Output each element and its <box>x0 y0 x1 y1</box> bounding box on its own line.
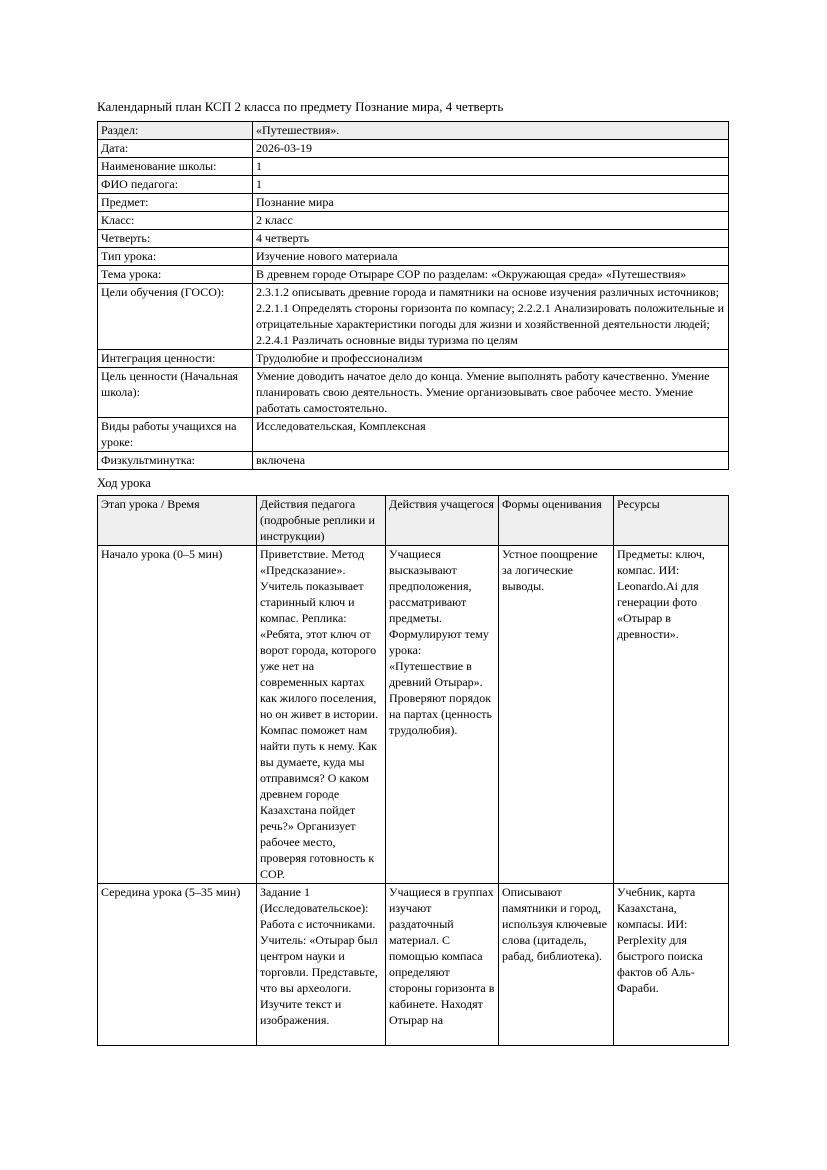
info-label: Класс: <box>98 212 253 230</box>
info-value: В древнем городе Отыраре СОР по разделам: «Окружающая среда» «Путешествия» <box>253 266 729 284</box>
lesson-row <box>98 884 729 1046</box>
info-label: Виды работы учащихся на уроке: <box>98 418 253 452</box>
info-row <box>98 350 729 368</box>
info-row <box>98 266 729 284</box>
col-header-teacher-actions: Действия педагога (подробные реплики и инструкции) <box>257 496 386 546</box>
info-row <box>98 368 729 418</box>
info-row <box>98 452 729 470</box>
info-label: Предмет: <box>98 194 253 212</box>
teacher-actions-cell-text: Задание 1 (Исследовательское): Работа с источниками. Учитель: «Отырар был центром науки и торговли. Представьте, что вы археологи. Изучите текст и изображения. <box>260 885 378 1027</box>
col-header-resources: Ресурсы <box>614 496 729 546</box>
assessment-cell-text: Описывают памятники и город, используя ключевые слова (цитадель, рабад, библиотека). <box>502 885 607 963</box>
info-value: Умение доводить начатое дело до конца. Умение выполнять работу качественно. Умение планировать свою деятельность. Умение организовывать свое рабочее место. Умение работать самостоятельно. <box>253 368 729 418</box>
section-heading: Ход урока <box>97 476 151 490</box>
info-label: Цели обучения (ГОСО): <box>98 284 253 350</box>
info-row <box>98 194 729 212</box>
student-actions-cell-text: Учащиеся высказывают предположения, рассматривают предметы. Формулируют тему урока: «Путешествие в древний Отырар». Проверяют порядок на партах (ценность трудолюбия). <box>389 547 492 737</box>
stage-cell-text: Начало урока (0–5 мин) <box>101 547 223 561</box>
document-body <box>97 99 728 1046</box>
info-row <box>98 212 729 230</box>
info-value: 2026-03-19 <box>253 140 729 158</box>
lesson-row <box>98 546 729 884</box>
stage-cell-text: Середина урока (5–35 мин) <box>101 885 241 899</box>
info-row <box>98 176 729 194</box>
assessment-cell <box>499 546 614 884</box>
lesson-table <box>97 495 729 1046</box>
info-label: Наименование школы: <box>98 158 253 176</box>
info-value: 4 четверть <box>253 230 729 248</box>
assessment-cell-text: Устное поощрение за логические выводы. <box>502 547 598 593</box>
info-row <box>98 284 729 350</box>
info-label: Тип урока: <box>98 248 253 266</box>
info-value: «Путешествия». <box>253 122 729 140</box>
info-value: Изучение нового материала <box>253 248 729 266</box>
info-row <box>98 158 729 176</box>
info-value: 1 <box>253 158 729 176</box>
info-value: Познание мира <box>253 194 729 212</box>
info-row <box>98 248 729 266</box>
info-row <box>98 122 729 140</box>
info-row <box>98 418 729 452</box>
info-label: Цель ценности (Начальная школа): <box>98 368 253 418</box>
student-actions-cell <box>386 546 499 884</box>
teacher-actions-cell <box>257 884 386 1046</box>
info-value: включена <box>253 452 729 470</box>
resources-cell-text: Предметы: ключ, компас. ИИ: Leonardo.Ai для генерации фото «Отырар в древности». <box>617 547 705 641</box>
info-value: 2.3.1.2 описывать древние города и памятники на основе изучения различных источников; 2.2.1.1 Определять стороны горизонта по компасу; 2.2.2.1 Анализировать положительные и отрицательные характеристики погоды для жизни и хозяйственной деятельности людей; 2.2.4.1 Различать основные виды туризма по целям <box>253 284 729 350</box>
col-header-stage: Этап урока / Время <box>98 496 257 546</box>
resources-cell <box>614 884 729 1046</box>
info-table <box>97 121 729 470</box>
info-label: ФИО педагога: <box>98 176 253 194</box>
student-actions-cell-text: Учащиеся в группах изучают раздаточный материал. С помощью компаса определяют стороны горизонта в кабинете. Находят Отырар на <box>389 885 495 1027</box>
info-value: Исследовательская, Комплексная <box>253 418 729 452</box>
student-actions-cell <box>386 884 499 1046</box>
teacher-actions-cell-text: Приветствие. Метод «Предсказание». Учитель показывает старинный ключ и компас. Реплика: «Ребята, этот ключ от ворот города, которого уже нет на современных картах как жилого поселения, но он живет в истории. Компас поможет нам найти путь к нему. Как вы думаете, куда мы отправимся? О каком древнем городе Казахстана пойдет речь?» Организует рабочее место, проверяя готовность к СОР. <box>260 547 379 881</box>
stage-cell <box>98 546 257 884</box>
info-value: 2 класс <box>253 212 729 230</box>
info-value: Трудолюбие и профессионализм <box>253 350 729 368</box>
info-label: Четверть: <box>98 230 253 248</box>
teacher-actions-cell <box>257 546 386 884</box>
col-header-student-actions: Действия учащегося <box>386 496 499 546</box>
resources-cell <box>614 546 729 884</box>
info-row <box>98 140 729 158</box>
col-header-assessment: Формы оценивания <box>499 496 614 546</box>
assessment-cell <box>499 884 614 1046</box>
info-label: Физкультминутка: <box>98 452 253 470</box>
info-value: 1 <box>253 176 729 194</box>
info-row <box>98 230 729 248</box>
resources-cell-text: Учебник, карта Казахстана, компасы. ИИ: Perplexity для быстрого поиска фактов об Аль-Фараби. <box>617 885 703 995</box>
lesson-table-header-row <box>98 496 729 546</box>
info-label: Тема урока: <box>98 266 253 284</box>
page-title: Календарный план КСП 2 класса по предмету Познание мира, 4 четверть <box>97 99 504 114</box>
info-label: Раздел: <box>98 122 253 140</box>
info-label: Интеграция ценности: <box>98 350 253 368</box>
stage-cell <box>98 884 257 1046</box>
info-label: Дата: <box>98 140 253 158</box>
